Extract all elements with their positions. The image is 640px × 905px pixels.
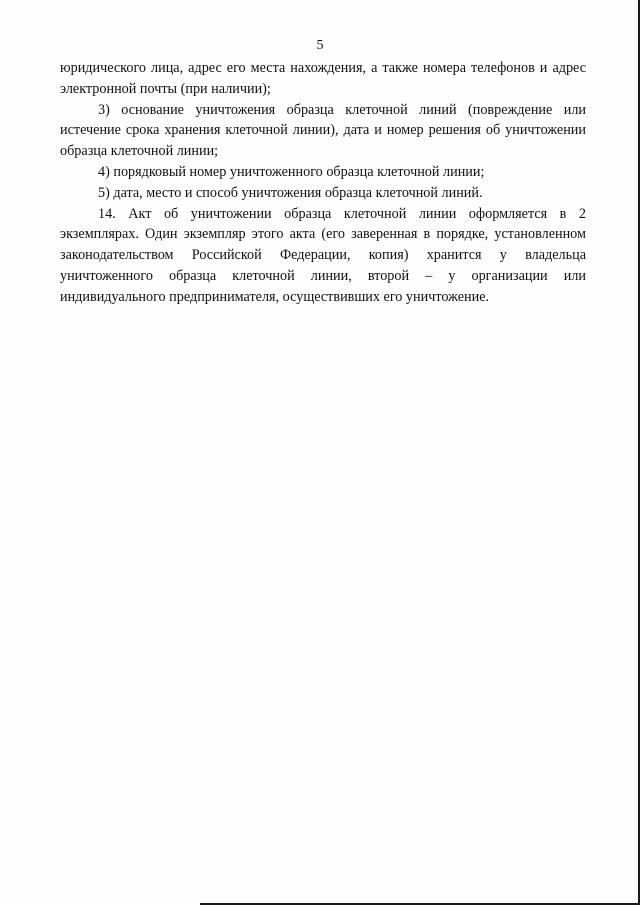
paragraph-continuation: юридического лица, адрес его места нахождения, а также номера телефонов и адрес электронной почты (при наличии);: [60, 60, 586, 97]
paragraph-item-4: 4) порядковый номер уничтоженного образца клеточной линии;: [98, 163, 485, 180]
paragraph-section-14: 14. Акт об уничтожении образца клеточной линии оформляется в 2 экземплярах. Один экземпляр этого акта (его заверенная в порядке, установленном законодательством Российской Федерации, копия) хранится у владельца уничтоженного образца клеточной линии, второй – у организации или индивидуального предпринимателя, осуществивших его уничтожение.: [60, 205, 586, 305]
paragraph-item-3: 3) основание уничтожения образца клеточной линий (повреждение или истечение срока хранения клеточной линии), дата и номер решения об уничтожении образца клеточной линии;: [60, 101, 586, 160]
paragraph-item-5: 5) дата, место и способ уничтожения образца клеточной линий.: [98, 184, 483, 201]
page-number: 5: [316, 38, 324, 53]
document-body: [60, 58, 586, 308]
